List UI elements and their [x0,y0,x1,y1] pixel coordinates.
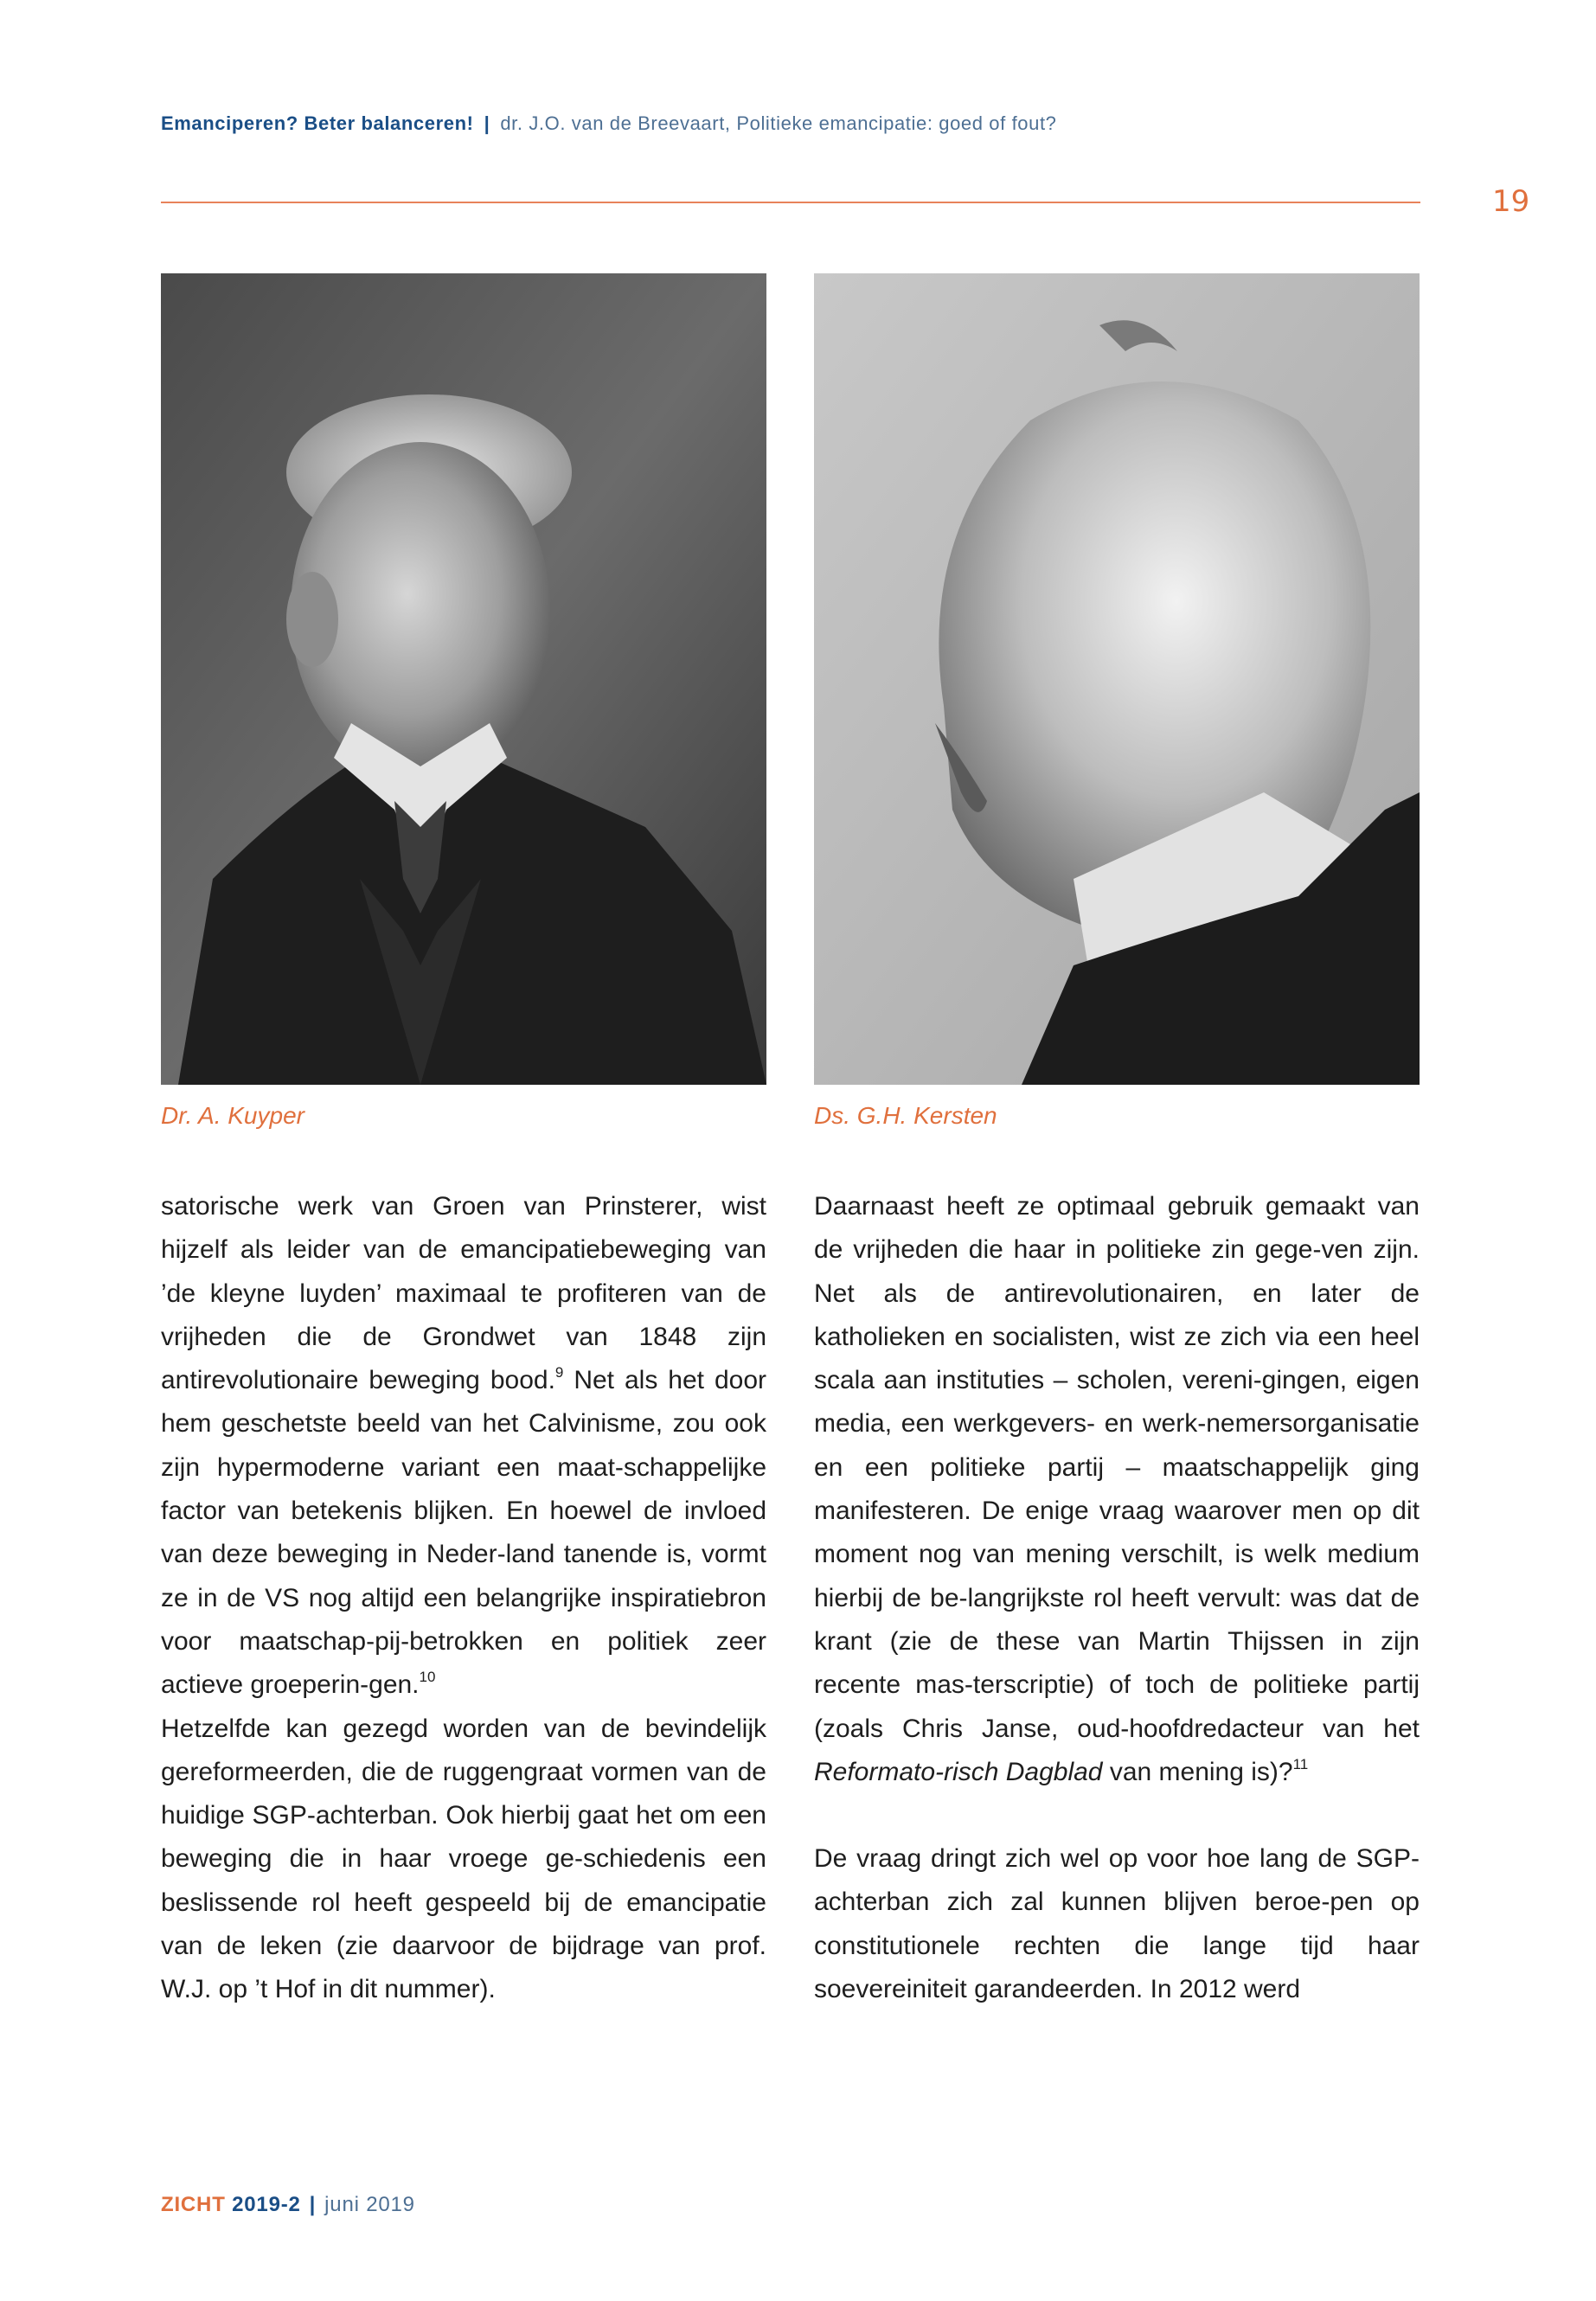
footnote-ref: 11 [1292,1755,1309,1772]
journal-title: Emanciperen? Beter balanceren! [161,112,474,134]
paragraph-text: satorische werk van Groen van Prinsterer, wist hijzelf als leider van de emancipatiebeweging van ’de kleyne luyden’ maximaal te profiteren van de vrijheden die de Grondwet van 1848 zijn antirevolutionaire beweging bood. [161,1192,766,1395]
page-number: 19 [1492,184,1530,219]
paragraph: Hetzelfde kan gezegd worden van de bevindelijk gereformeerden, die de ruggengraat vormen van de huidige SGP-achterban. Ook hierbij gaat het om een beweging die in haar vroege ge-schiedenis een beslissende rol heeft gespeeld bij de emancipatie van de leken (zie daarvoor de bijdrage van prof. W.J. op ’t Hof in dit nummer). [161,1714,766,2004]
footer [161,2193,415,2217]
paragraph-text: Daarnaast heeft ze optimaal gebruik gemaakt van de vrijheden die haar in politieke zin gege-ven zijn. Net als de antirevolutionairen, en later de katholieken en socialisten, wist ze zich via een heel scala aan instituties – scholen, vereni-gingen, eigen media, een werkgevers- en werk-nemersorganisatie en een politieke partij – maatschappelijk ging manifesteren. De enige vraag waarover men op dit moment nog van mening verschilt, is welk medium hierbij de be-langrijkste rol heeft vervult: was dat de krant (zie de these van Martin Thijssen in zijn recente mas-terscriptie) of toch de politieke partij (zoals Chris Janse, oud-hoofdredacteur van het [814,1192,1420,1743]
text-column-right [814,1185,1420,2011]
magazine-name: ZICHT [161,2193,226,2216]
portrait-kuyper-image [161,273,766,1085]
paragraph-text: Net als het door hem geschetste beeld van het Calvinisme, zou ook zijn hypermoderne variant een maat-schappelijke factor van betekenis blijken. En hoewel de invloed van deze beweging in Neder-land tanende is, vormt ze in de VS nog altijd een belangrijke inspiratiebron voor maatschap-pij-betrokken en politiek zeer actieve groeperin-gen. [161,1366,766,1700]
paragraph-text: van mening is)? [1102,1757,1293,1786]
caption-kuyper: Dr. A. Kuyper [161,1102,304,1129]
paragraph [814,1185,1420,1794]
header-separator: | [484,112,490,134]
issue-number: 2019-2 [232,2193,301,2216]
header-rule [161,202,1420,203]
portrait-kuyper [161,273,766,1085]
portrait-kersten [814,273,1420,1085]
footer-separator: | [309,2193,317,2216]
caption-kersten: Ds. G.H. Kersten [814,1102,997,1129]
text-column-left [161,1185,766,2012]
newspaper-title: Reformato-risch Dagblad [814,1757,1103,1786]
paragraph: De vraag dringt zich wel op voor hoe lang de SGP-achterban zich zal kunnen blijven beroe-pen op constitutionele rechten die lange tijd haar soevereiniteit garandeerden. In 2012 werd [814,1844,1420,2004]
portrait-kersten-image [814,273,1420,1085]
paragraph [161,1185,766,1708]
issue-date: juni 2019 [324,2193,415,2216]
running-head [161,112,1057,135]
article-reference: dr. J.O. van de Breevaart, Politieke emancipatie: goed of fout? [500,112,1057,134]
footnote-ref: 9 [554,1364,564,1381]
footnote-ref: 10 [419,1669,436,1686]
